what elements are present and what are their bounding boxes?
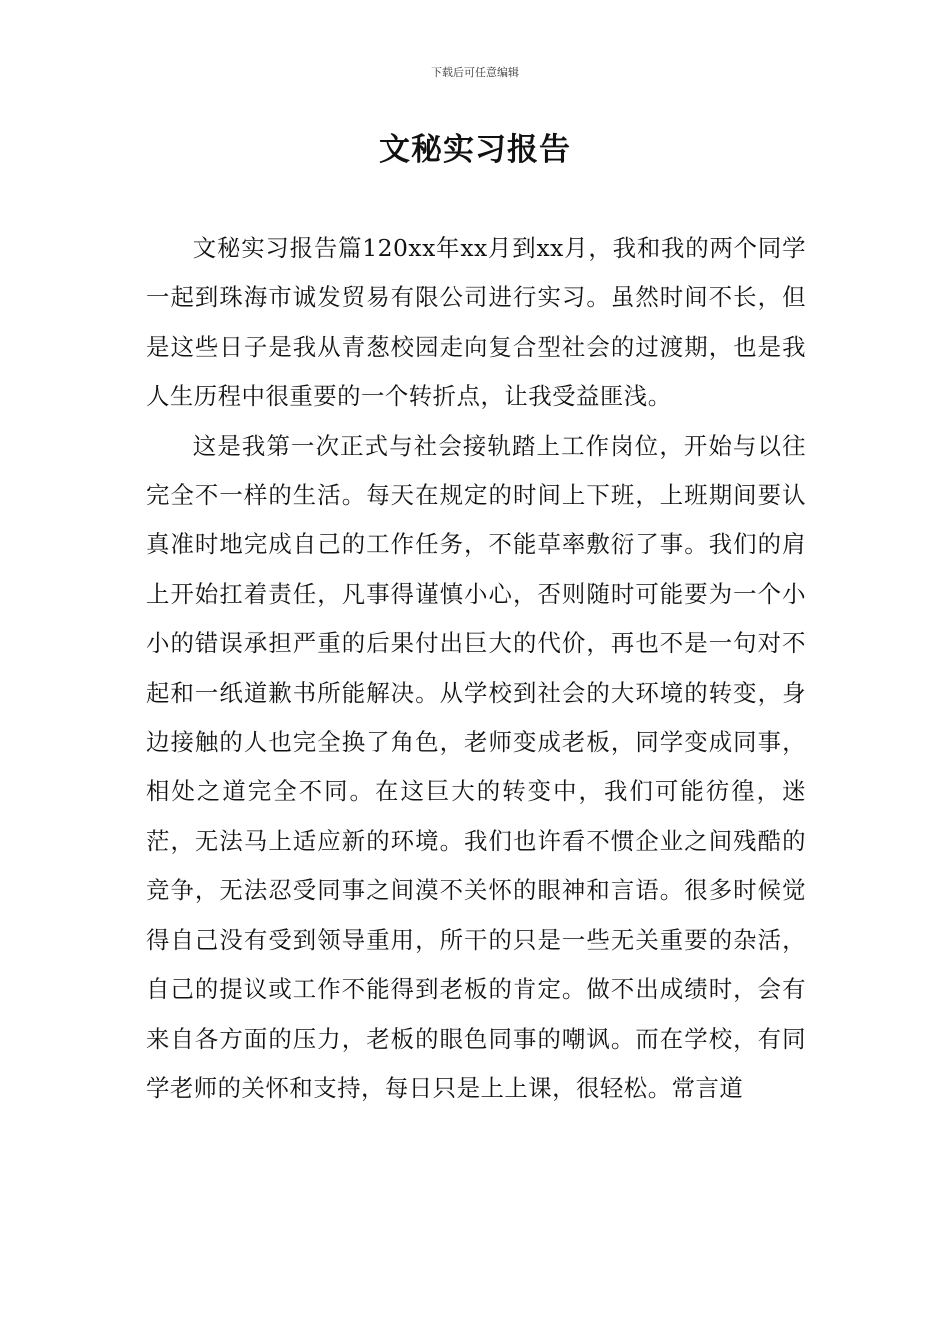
header-note: 下载后可任意编辑 <box>431 66 519 79</box>
document-body <box>146 224 806 1113</box>
paragraph-1: 文秘实习报告篇120xx年xx月到xx月，我和我的两个同学一起到珠海市诚发贸易有限公司进行实习。虽然时间不长，但是这些日子是我从青葱校园走向复合型社会的过渡期，也是我人生历程中很重要的一个转折点，让我受益匪浅。 <box>146 234 806 411</box>
document-title: 文秘实习报告 <box>379 132 571 168</box>
paragraph-2: 这是我第一次正式与社会接轨踏上工作岗位，开始与以往完全不一样的生活。每天在规定的时间上下班，上班期间要认真准时地完成自己的工作任务，不能草率敷衍了事。我们的肩上开始扛着责任，凡事得谨慎小心，否则随时可能要为一个小小的错误承担严重的后果付出巨大的代价，再也不是一句对不起和一纸道歉书所能解决。从学校到社会的大环境的转变，身边接触的人也完全换了角色，老师变成老板，同学变成同事，相处之道完全不同。在这巨大的转变中，我们可能彷徨，迷茫，无法马上适应新的环境。我们也许看不惯企业之间残酷的竞争，无法忍受同事之间漠不关怀的眼神和言语。很多时候觉得自己没有受到领导重用，所干的只是一些无关重要的杂活，自己的提议或工作不能得到老板的肯定。做不出成绩时，会有来自各方面的压力，老板的眼色同事的嘲讽。而在学校，有同学老师的关怀和支持，每日只是上上课，很轻松。常言道 <box>146 431 806 1102</box>
